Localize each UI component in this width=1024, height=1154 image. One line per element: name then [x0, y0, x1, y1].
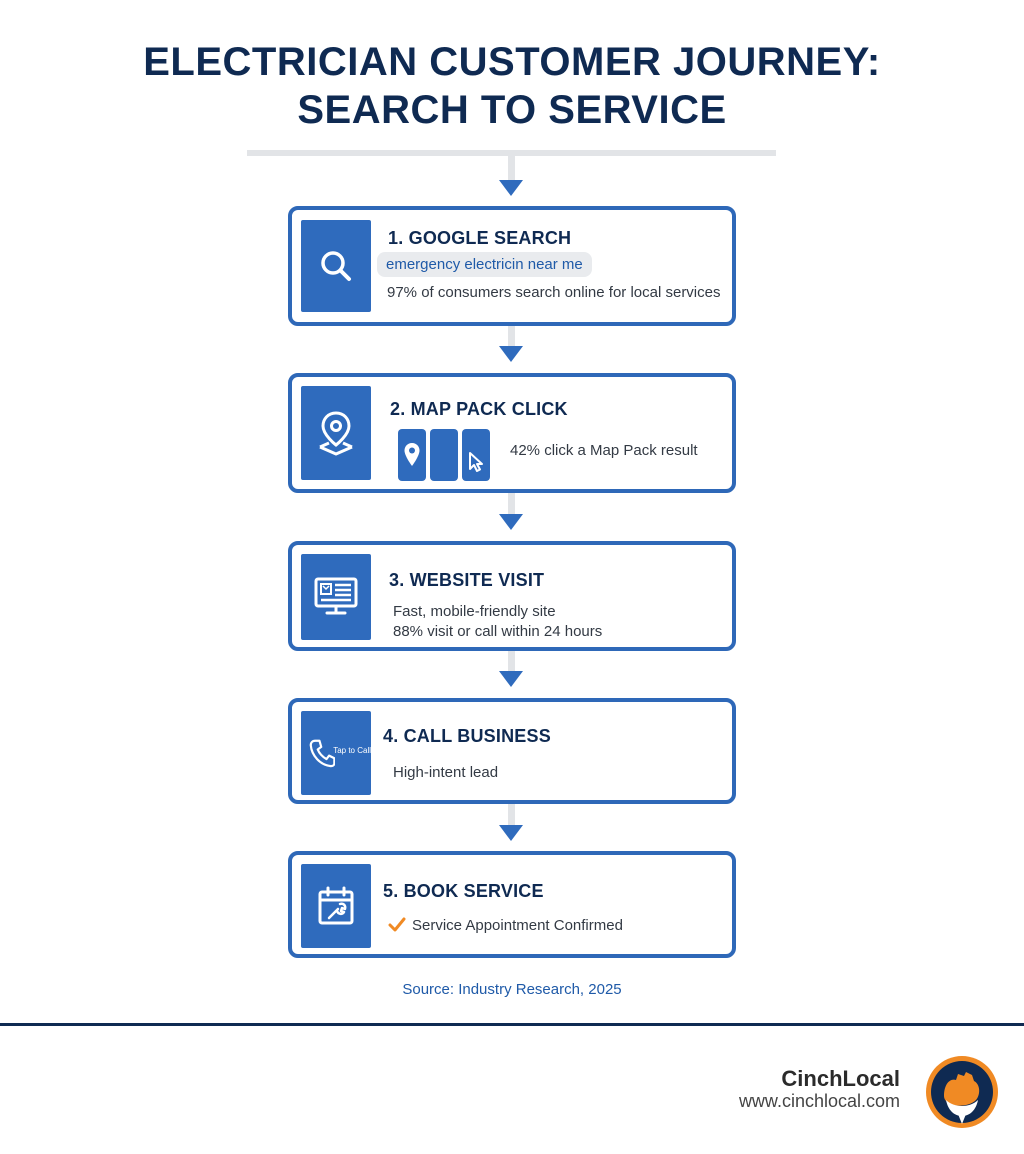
step-card-website-visit	[288, 541, 736, 651]
arrow-down-icon	[499, 671, 523, 687]
step-card-book-service	[288, 851, 736, 958]
step-title: 3. WEBSITE VISIT	[389, 570, 545, 590]
checkmark-icon	[388, 917, 406, 933]
map-pin-icon	[301, 386, 371, 480]
step-detail-line-2: 88% visit or call within 24 hours	[393, 623, 603, 640]
step-title: 4. CALL BUSINESS	[383, 726, 551, 746]
step-detail: High-intent lead	[393, 764, 499, 781]
connector-3	[508, 650, 515, 672]
tap-to-call-caption: Tap to Call	[333, 745, 371, 755]
title-line-2: SEARCH TO SERVICE	[297, 88, 727, 132]
step-title: 1. GOOGLE SEARCH	[388, 228, 572, 248]
arrow-down-icon	[499, 825, 523, 841]
calendar-wrench-icon	[301, 864, 371, 948]
step-detail: 42% click a Map Pack result	[510, 442, 698, 459]
search-icon	[301, 220, 371, 312]
phone-icon	[301, 711, 371, 795]
title-line-1: ELECTRICIAN CUSTOMER JOURNEY:	[143, 40, 881, 84]
step-title: 5. BOOK SERVICE	[383, 881, 544, 901]
brand-name: CinchLocal	[781, 1066, 900, 1091]
website-monitor-icon	[301, 554, 371, 640]
brand-url: www.cinchlocal.com	[738, 1091, 900, 1111]
page-title	[0, 38, 1024, 134]
step-card-map-pack-click	[288, 373, 736, 493]
cinchlocal-logo-icon	[924, 1054, 1000, 1130]
step-card-call-business	[288, 698, 736, 804]
connector-4	[508, 803, 515, 825]
step-detail: Service Appointment Confirmed	[412, 917, 623, 934]
map-result-pin-icon	[398, 429, 426, 481]
arrow-down-icon	[499, 514, 523, 530]
map-result-card	[430, 429, 458, 481]
connector-1	[508, 325, 515, 347]
search-query-pill: emergency electricin near me	[377, 252, 592, 277]
cursor-icon	[462, 429, 490, 481]
connector-2	[508, 492, 515, 514]
source-note: Source: Industry Research, 2025	[402, 981, 622, 998]
step-detail: 97% of consumers search online for local services	[387, 284, 721, 301]
arrow-down-icon	[499, 346, 523, 362]
arrow-down-icon	[499, 180, 523, 196]
step-title: 2. MAP PACK CLICK	[390, 399, 568, 419]
footer-divider	[0, 1023, 1024, 1026]
step-card-google-search	[288, 206, 736, 326]
connector-0	[508, 156, 515, 182]
step-detail-line-1: Fast, mobile-friendly site	[393, 603, 556, 620]
